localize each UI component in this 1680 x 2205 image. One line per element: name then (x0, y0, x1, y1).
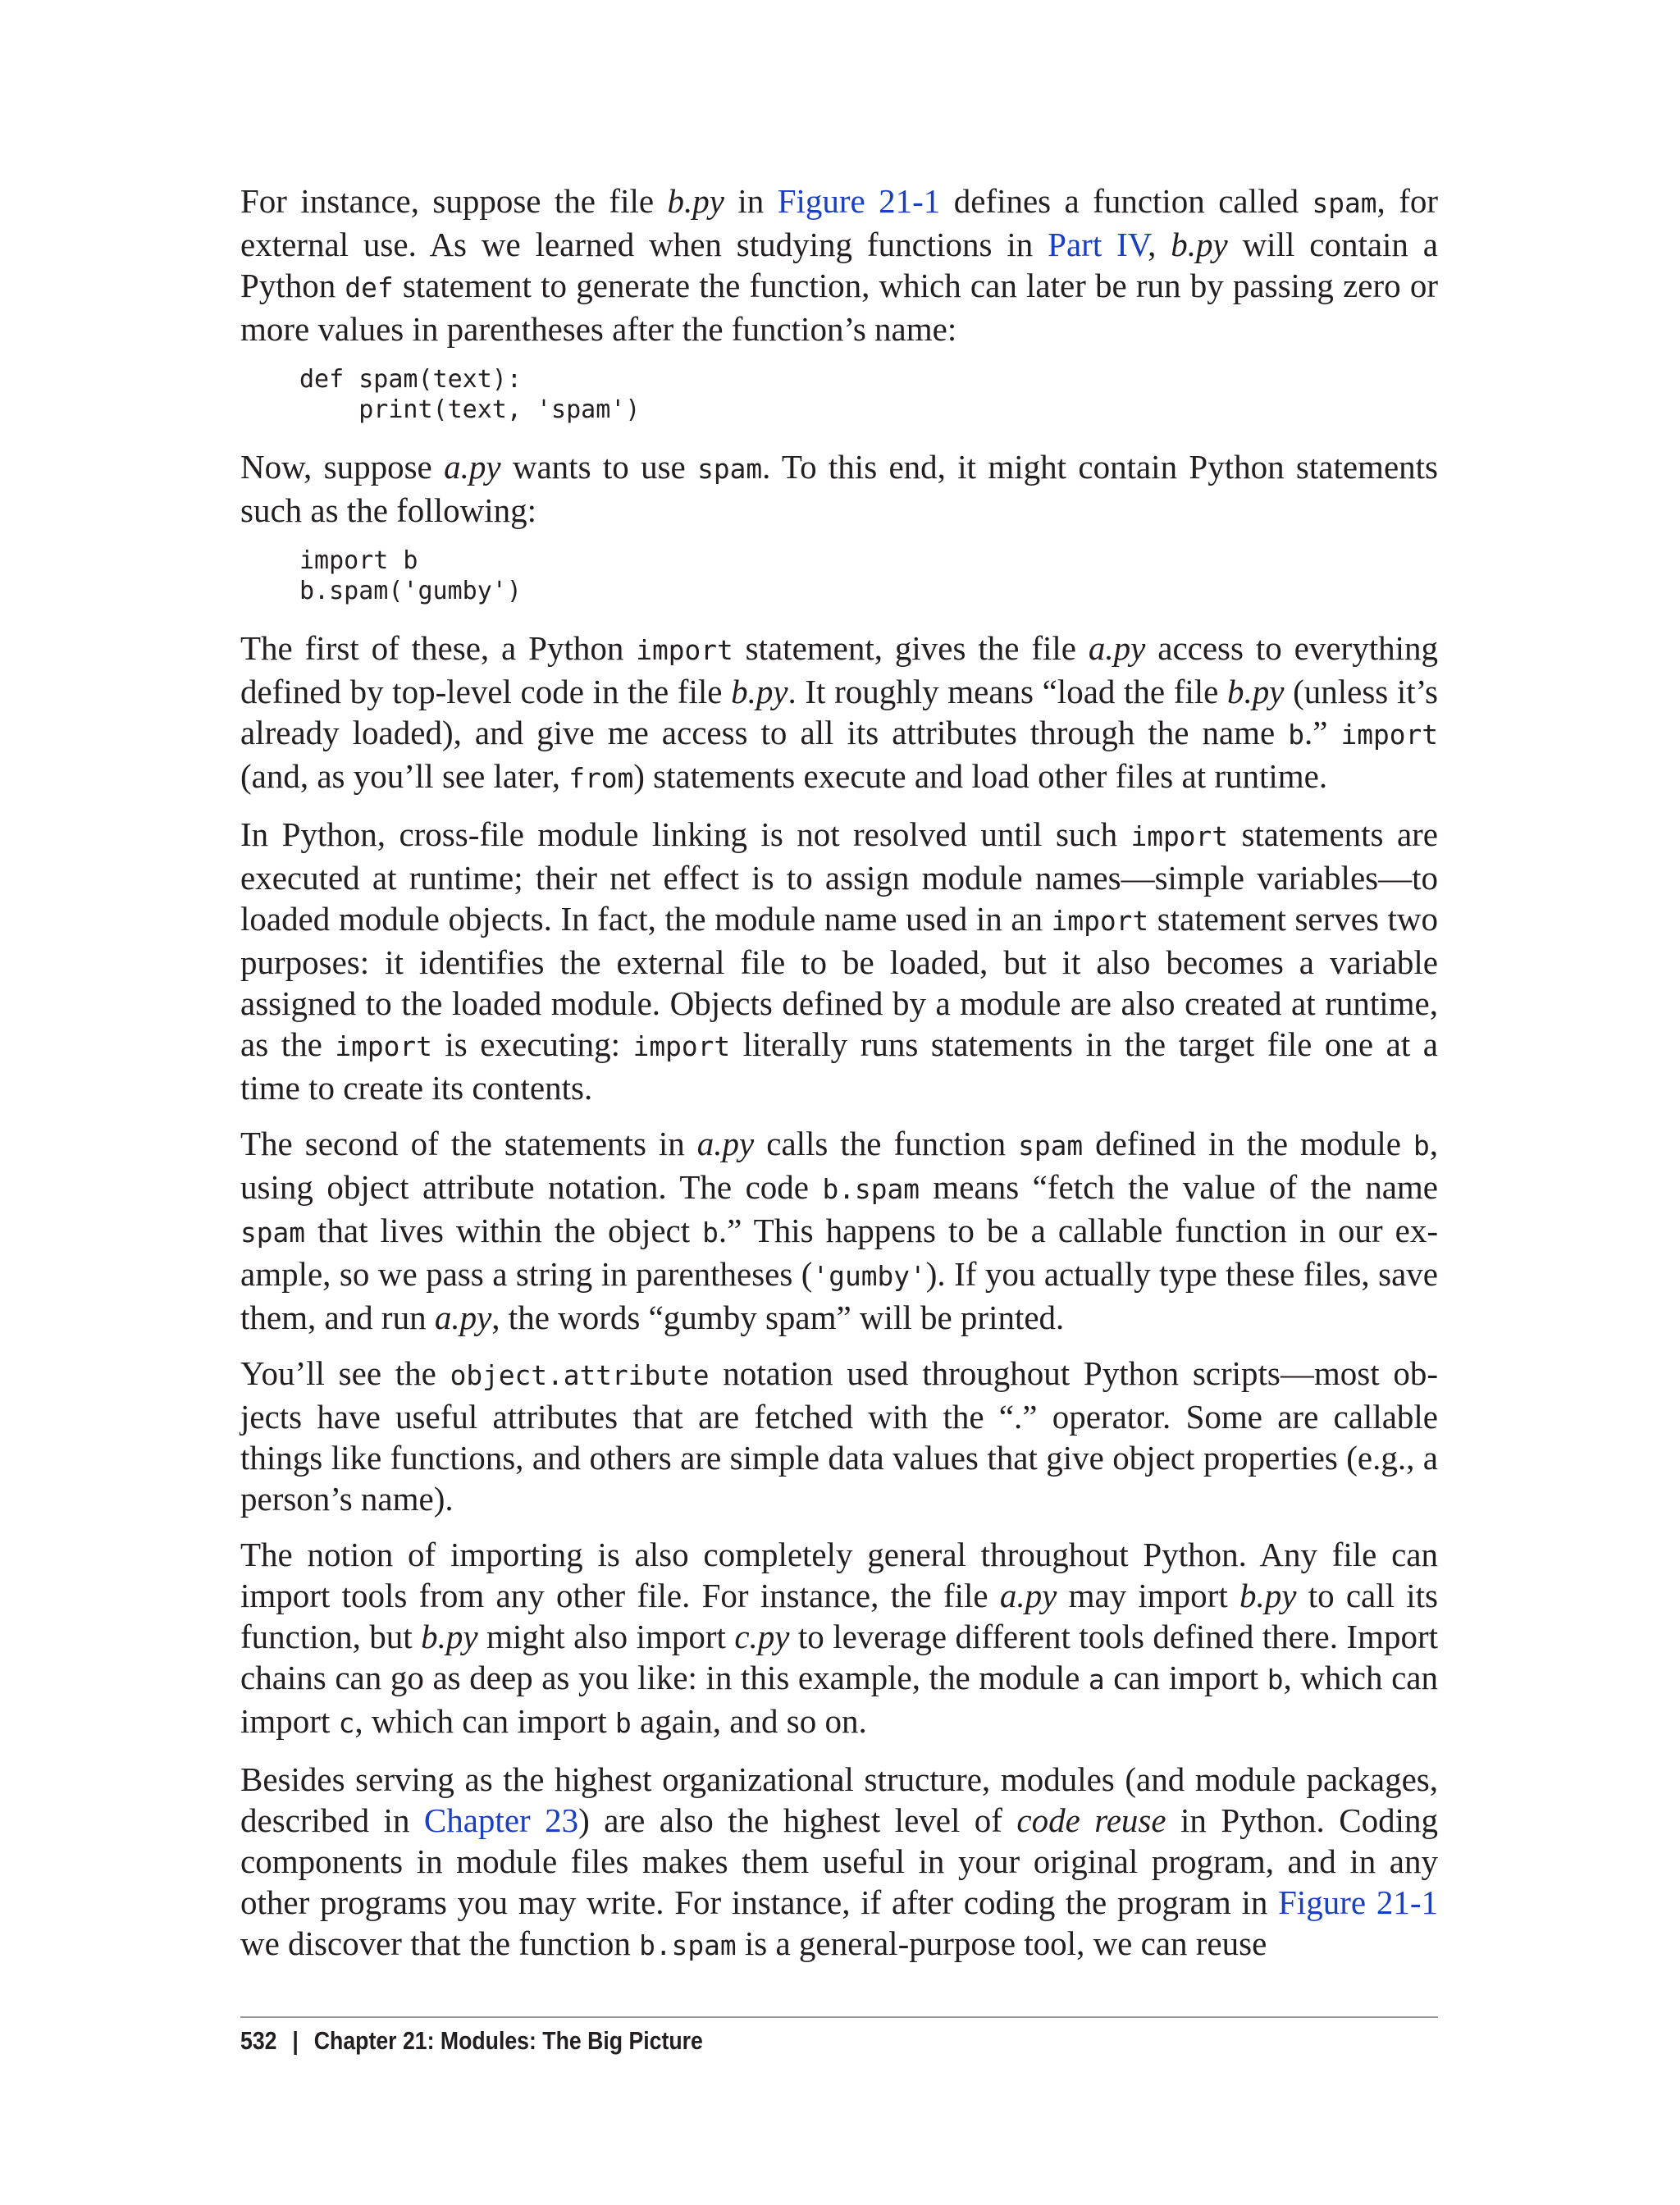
paragraph-4 (240, 814, 1438, 1108)
italic-text: a.py (434, 1299, 492, 1336)
paragraph-1 (240, 180, 1438, 349)
inline-code: def (345, 272, 394, 304)
text-run: , for external use. As we learned when studying functions in (240, 182, 1438, 263)
text-run: ) are also the highest level of (578, 1801, 1017, 1839)
text-run: . It roughly means “load the file (788, 673, 1227, 710)
text-run: You’ll see the (240, 1354, 450, 1392)
text-run: , which can import (240, 1659, 1438, 1740)
paragraph-5 (240, 1123, 1438, 1338)
text-run: to call its function, but (240, 1577, 1438, 1655)
text-run: .” (1304, 714, 1341, 751)
italic-text: b.py (667, 182, 724, 220)
text-run: , which can import (354, 1702, 615, 1740)
text-run: may import (1057, 1577, 1239, 1614)
inline-code: b.spam (639, 1930, 737, 1961)
paragraph-6 (240, 1353, 1438, 1519)
inline-code: spam (1018, 1130, 1084, 1162)
page-footer (240, 2026, 703, 2056)
page-body (240, 180, 1438, 1981)
inline-code: b (1288, 719, 1305, 751)
text-run: access to everything defined by top-level code in the file (240, 629, 1438, 710)
italic-text: a.py (696, 1125, 755, 1162)
text-run: statement serves two purposes: it identifies the external file to be loaded, but it also becomes a variable assigned to the loaded module. Objects defined by a module are also created at runtime, as the (240, 900, 1439, 1063)
italic-text: a.py (444, 448, 501, 486)
italic-text: b.py (731, 673, 788, 710)
text-run: defined in the module (1083, 1125, 1413, 1162)
italic-text: a.py (1088, 629, 1146, 667)
cross-reference-link[interactable]: Part IV (1048, 226, 1148, 263)
inline-code: b (1267, 1664, 1284, 1696)
paragraph-7 (240, 1534, 1438, 1744)
italic-text: code reuse (1016, 1801, 1166, 1839)
inline-code: import (1340, 719, 1438, 751)
italic-text: b.py (1239, 1577, 1297, 1614)
text-run: , the words “gumby spam” will be printed. (491, 1299, 1065, 1336)
inline-code: import (1130, 821, 1229, 852)
inline-code: 'gumby' (812, 1261, 926, 1292)
text-run: again, and so on. (631, 1702, 867, 1740)
inline-code: b.spam (822, 1174, 920, 1205)
italic-text: c.py (734, 1618, 790, 1655)
text-run: In Python, cross-file module linking is not resolved until such (240, 815, 1131, 853)
text-run: The second of the statements in (240, 1125, 697, 1162)
text-run: For instance, suppose the file (240, 182, 668, 220)
text-run: , (1148, 226, 1171, 263)
page-number: 532 (240, 2026, 277, 2055)
text-run: means “fetch the value of the name (919, 1168, 1439, 1206)
text-run: calls the function (754, 1125, 1019, 1162)
inline-code: a (1088, 1664, 1105, 1696)
text-run: The first of these, a Python (240, 629, 637, 667)
paragraph-3 (240, 628, 1438, 799)
text-run: statements are executed at runtime; their net effect is to assign module names—simple variables—to loaded module objects. In fact, the module name used in an (240, 815, 1438, 938)
italic-text: b.py (1171, 226, 1228, 263)
text-run: , using object attribute notation. The code (240, 1125, 1438, 1206)
italic-text: b.py (1227, 673, 1285, 710)
inline-code: b (615, 1708, 632, 1739)
text-run: will contain a Python (240, 226, 1439, 304)
italic-text: b.py (421, 1618, 478, 1655)
text-run: might also import (477, 1618, 735, 1655)
inline-code: import (335, 1031, 432, 1062)
cross-reference-link[interactable]: Chapter 23 (423, 1801, 579, 1839)
footer-separator: | (292, 2026, 299, 2055)
chapter-title: Chapter 21: Modules: The Big Picture (313, 2026, 703, 2055)
text-run: Now, suppose (240, 448, 445, 486)
text-run: wants to use (500, 448, 698, 486)
text-run: The notion of importing is also completely general throughout Python. Any file can import tools from any other file. For instance, the file (240, 1536, 1438, 1614)
paragraph-2 (240, 446, 1438, 531)
inline-code: b (1413, 1130, 1430, 1162)
inline-code: b (702, 1217, 719, 1249)
inline-code: spam (697, 454, 763, 485)
inline-code: import (632, 1031, 731, 1062)
text-run: is executing: (431, 1025, 633, 1063)
text-run: (unless it’s already loaded), and give me access to all its attributes through the name (240, 673, 1438, 751)
text-run: can import (1104, 1659, 1267, 1696)
cross-reference-link[interactable]: Figure 21-1 (1278, 1883, 1438, 1921)
inline-code: import (636, 635, 733, 666)
inline-code: spam (1312, 188, 1377, 219)
text-run: that lives within the object (304, 1212, 703, 1249)
text-run: we discover that the function (240, 1924, 640, 1962)
text-run: . To this end, it might contain Python statements such as the following: (240, 448, 1438, 529)
text-run: .” This happens to be a callable function in our example, so we pass a string in parentheses ( (240, 1212, 1439, 1293)
text-run: statement to generate the function, which can later be run by passing zero or more values in parentheses after the function’s name: (240, 267, 1438, 348)
code-block-import-b: import b b.spam('gumby') (299, 546, 522, 605)
inline-code: import (1051, 906, 1149, 937)
text-run: ) statements execute and load other files at runtime. (633, 757, 1328, 795)
text-run: literally runs statements in the target file one at a time to create its contents. (240, 1025, 1439, 1107)
text-run: defines a function called (940, 182, 1312, 220)
text-run: (and, as you’ll see later, (240, 757, 569, 795)
inline-code: object.attribute (450, 1360, 710, 1391)
inline-code: from (568, 763, 634, 794)
footer-divider (240, 2016, 1438, 2018)
text-run: ). If you actually type these files, save them, and run (240, 1255, 1438, 1336)
text-run: Besides serving as the highest organizational structure, modules (and module packages, described in (240, 1760, 1438, 1839)
text-run: notation used throughout Python scripts—most objects have useful attributes that are fetched with the “.” operator. Some are callable things like functions, and others are simple data values that give object properties (e.g., a person’s name). (240, 1354, 1438, 1518)
text-run: in (724, 182, 778, 220)
italic-text: a.py (999, 1577, 1057, 1614)
text-run: statement, gives the file (733, 629, 1089, 667)
cross-reference-link[interactable]: Figure 21-1 (777, 182, 941, 220)
text-run: is a general-purpose tool, we can reuse (736, 1924, 1267, 1962)
paragraph-8 (240, 1759, 1438, 1966)
inline-code: c (338, 1708, 355, 1739)
inline-code: spam (240, 1217, 305, 1249)
code-block-spam-def: def spam(text): print(text, 'spam') (299, 365, 641, 424)
text-run: in Python. Coding components in module files makes them useful in your original program, and in any other programs you may write. For instance, if after coding the program in (240, 1801, 1438, 1921)
text-run: to leverage different tools defined there. Import chains can go as deep as you like: in this example, the module (240, 1618, 1438, 1696)
